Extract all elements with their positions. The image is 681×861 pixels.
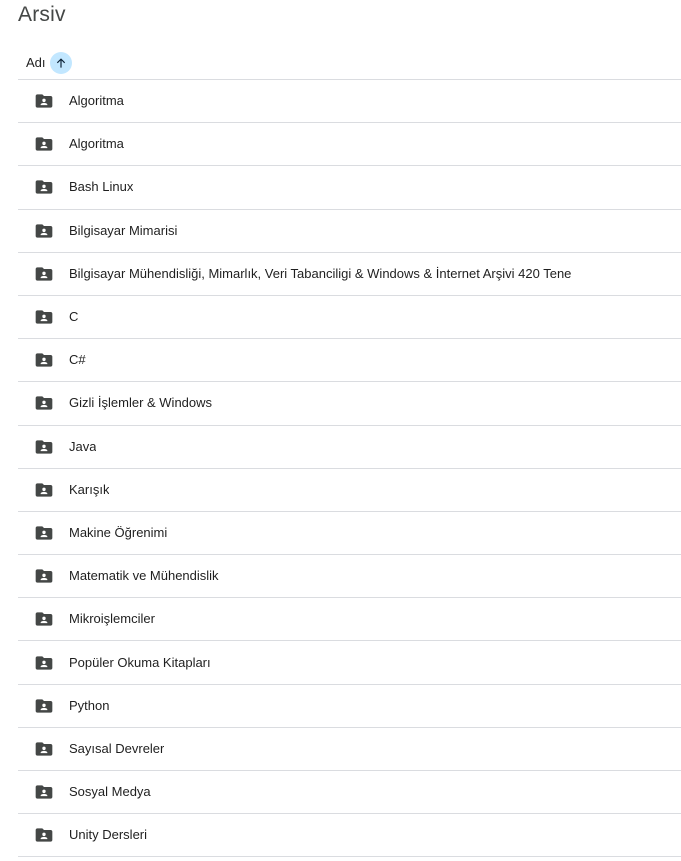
folder-row[interactable] xyxy=(18,253,681,296)
folder-row[interactable] xyxy=(18,814,681,857)
shared-folder-icon xyxy=(34,566,54,586)
folder-name: Mikroişlemciler xyxy=(69,611,155,627)
shared-folder-icon xyxy=(34,523,54,543)
sort-by-name-button[interactable] xyxy=(26,52,72,74)
folder-name: Popüler Okuma Kitapları xyxy=(69,654,211,670)
column-header-row xyxy=(18,46,681,80)
folder-name: Bilgisayar Mühendisliği, Mimarlık, Veri Tabanciligi & Windows & İnternet Arşivi 420 Tene xyxy=(69,265,572,281)
arrow-upward-icon[interactable] xyxy=(50,52,72,74)
folder-row[interactable] xyxy=(18,296,681,339)
folder-row[interactable] xyxy=(18,641,681,684)
folder-row[interactable] xyxy=(18,685,681,728)
shared-folder-icon xyxy=(34,480,54,500)
folder-row[interactable] xyxy=(18,728,681,771)
page-title: Arsiv xyxy=(18,3,66,26)
folder-name: Bilgisayar Mimarisi xyxy=(69,222,178,238)
shared-folder-icon xyxy=(34,307,54,327)
folder-name: Bash Linux xyxy=(69,179,134,195)
folder-row[interactable] xyxy=(18,426,681,469)
folder-name: C xyxy=(69,309,79,325)
folder-name: Unity Dersleri xyxy=(69,827,148,843)
folder-name: Sayısal Devreler xyxy=(69,740,165,756)
folder-row[interactable] xyxy=(18,469,681,512)
folder-name: Algoritma xyxy=(69,93,124,109)
folder-name: Makine Öğrenimi xyxy=(69,524,168,540)
folder-row[interactable] xyxy=(18,382,681,425)
shared-folder-icon xyxy=(34,264,54,284)
folder-name: Matematik ve Mühendislik xyxy=(69,568,219,584)
folder-name: Gizli İşlemler & Windows xyxy=(69,395,213,411)
shared-folder-icon xyxy=(34,221,54,241)
shared-folder-icon xyxy=(34,350,54,370)
folder-name: Karışık xyxy=(69,481,110,497)
shared-folder-icon xyxy=(34,91,54,111)
folder-row[interactable] xyxy=(18,166,681,209)
folder-list xyxy=(18,80,681,857)
shared-folder-icon xyxy=(34,177,54,197)
folder-row[interactable] xyxy=(18,339,681,382)
folder-name: Java xyxy=(69,438,97,454)
shared-folder-icon xyxy=(34,609,54,629)
folder-name: Algoritma xyxy=(69,136,124,152)
shared-folder-icon xyxy=(34,437,54,457)
folder-row[interactable] xyxy=(18,771,681,814)
folder-row[interactable] xyxy=(18,555,681,598)
shared-folder-icon xyxy=(34,696,54,716)
folder-name: Python xyxy=(69,697,110,713)
folder-row[interactable] xyxy=(18,598,681,641)
column-header-name-label: Adı xyxy=(26,54,46,70)
shared-folder-icon xyxy=(34,134,54,154)
folder-row[interactable] xyxy=(18,210,681,253)
shared-folder-icon xyxy=(34,393,54,413)
folder-row[interactable] xyxy=(18,123,681,166)
folder-row[interactable] xyxy=(18,512,681,555)
shared-folder-icon xyxy=(34,782,54,802)
folder-name: Sosyal Medya xyxy=(69,784,151,800)
folder-row[interactable] xyxy=(18,80,681,123)
shared-folder-icon xyxy=(34,825,54,845)
shared-folder-icon xyxy=(34,739,54,759)
shared-folder-icon xyxy=(34,653,54,673)
folder-name: C# xyxy=(69,352,86,368)
